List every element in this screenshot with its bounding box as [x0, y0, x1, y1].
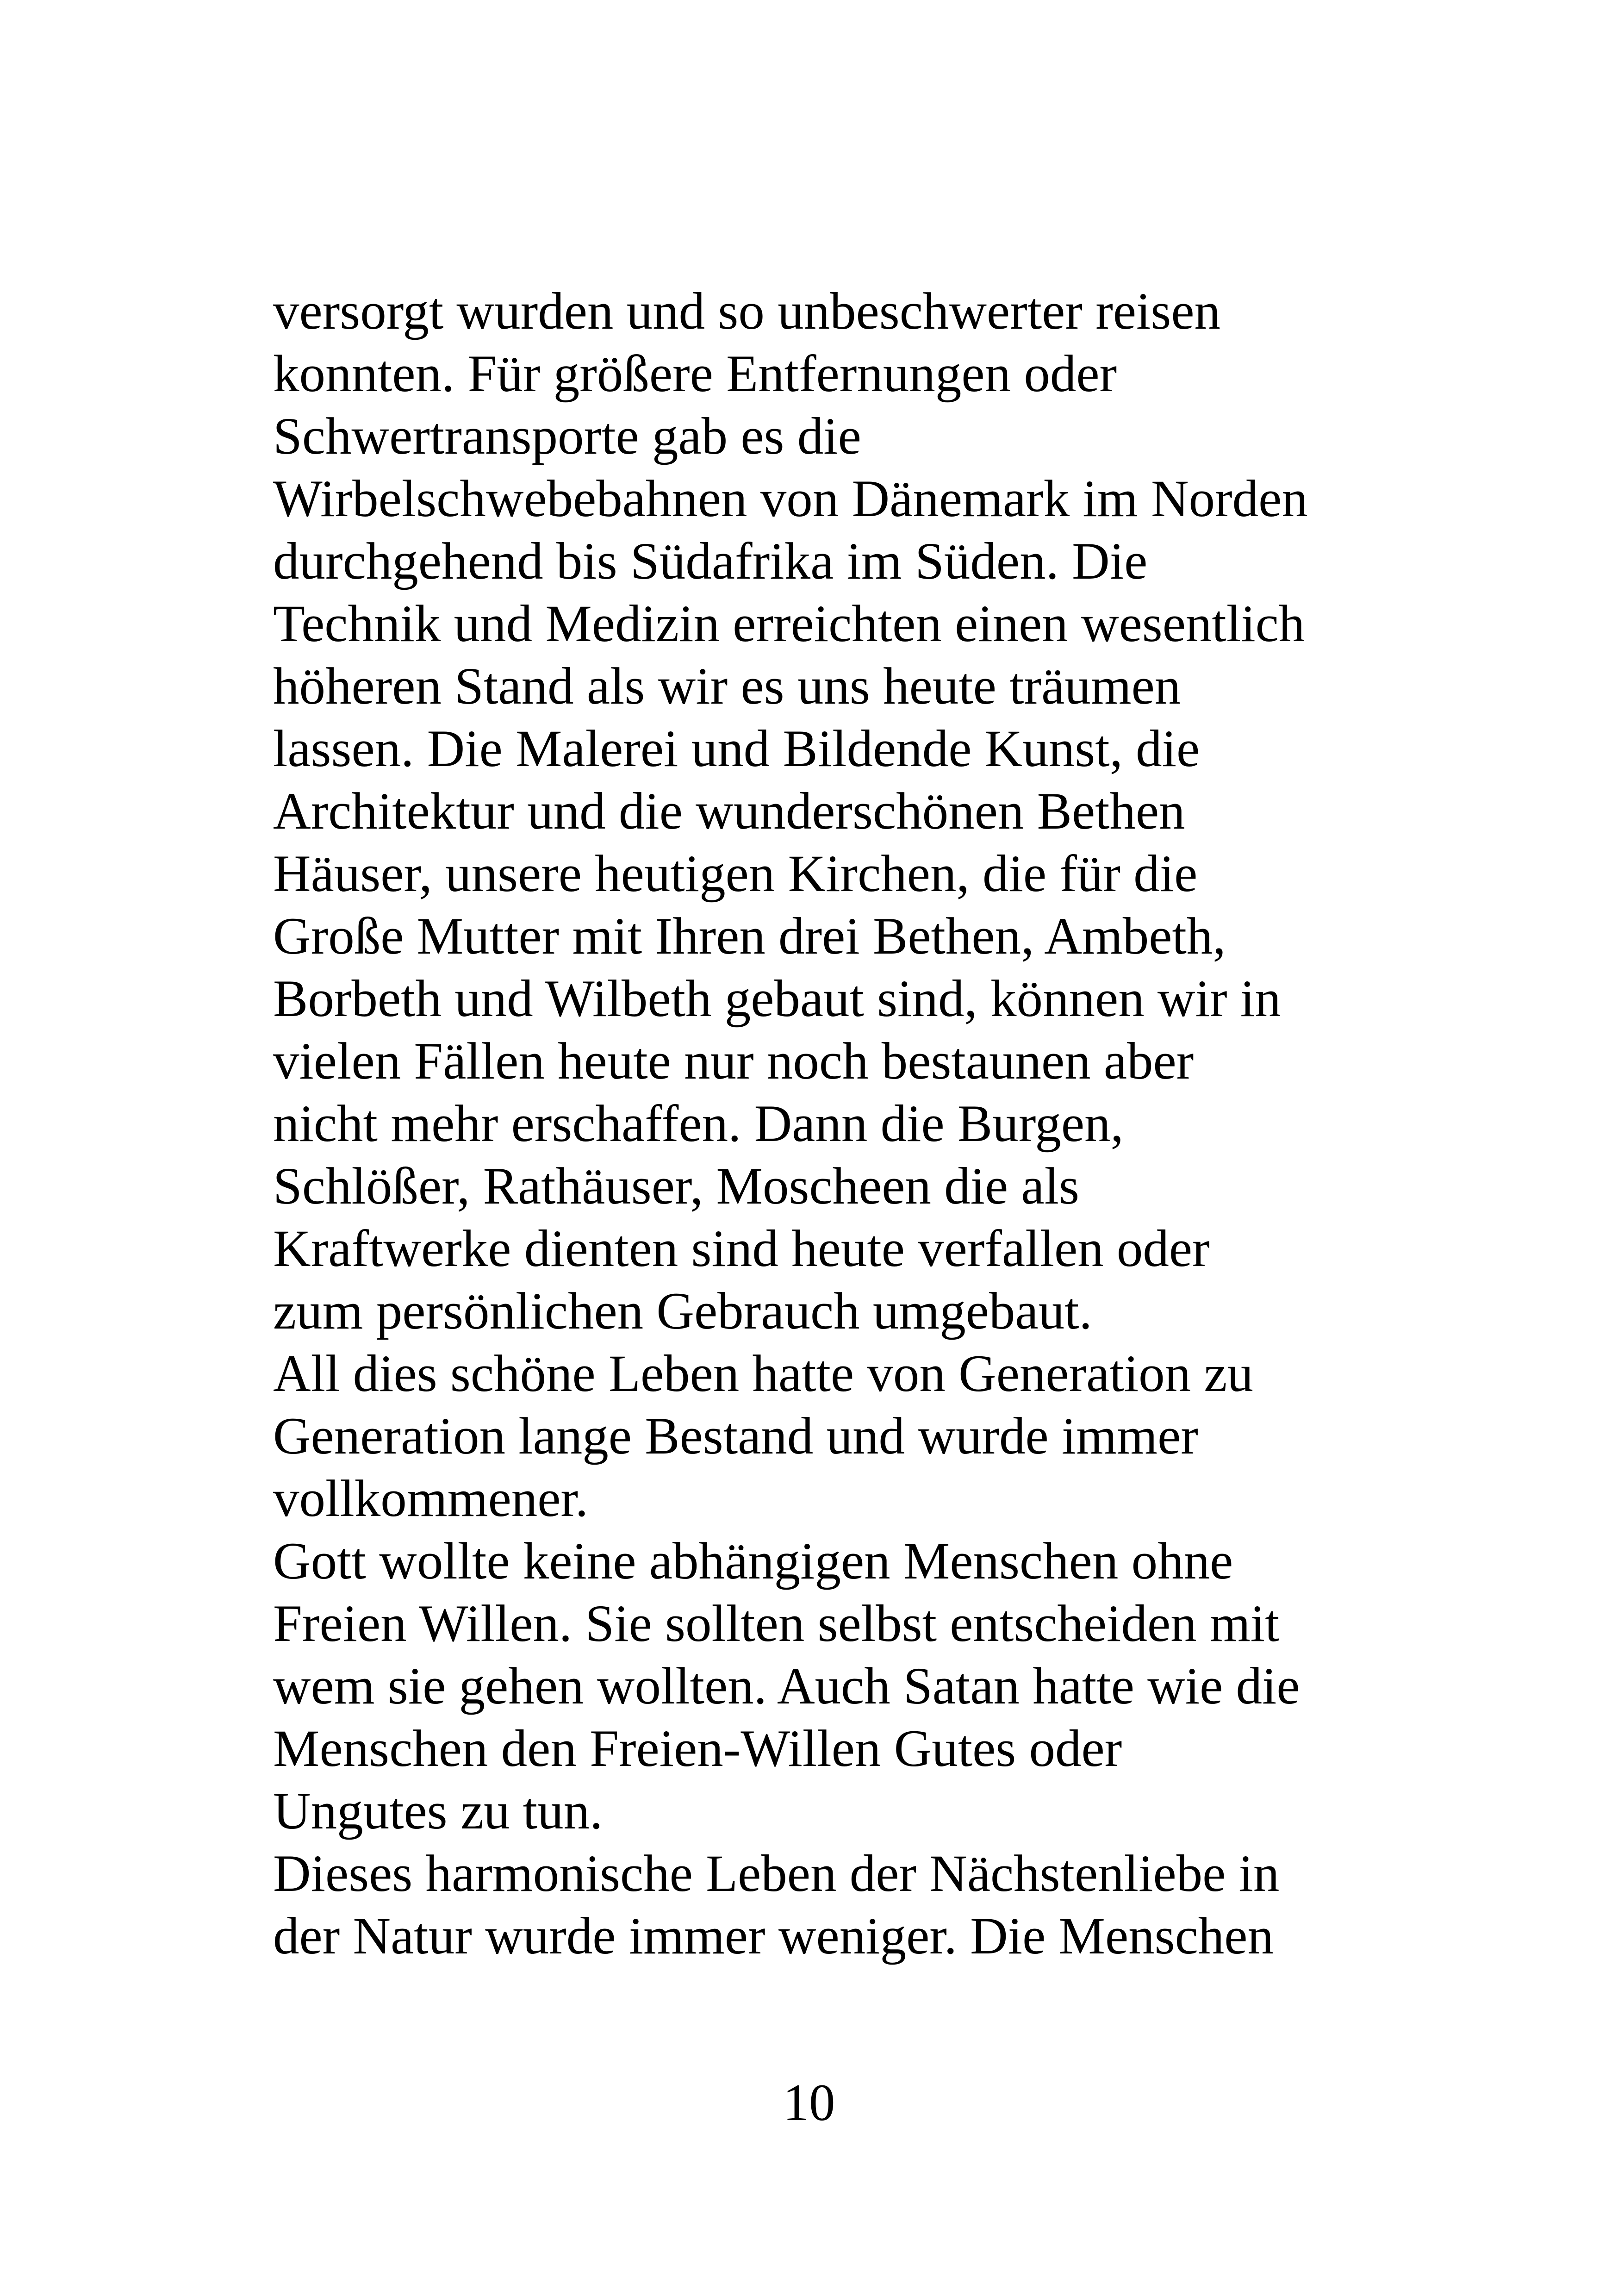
text-line: lassen. Die Malerei und Bildende Kunst, die: [273, 720, 1200, 778]
text-line: wem sie gehen wollten. Auch Satan hatte wie die: [273, 1657, 1300, 1715]
text-line: Häuser, unsere heutigen Kirchen, die für die: [273, 845, 1198, 903]
text-line: Architektur und die wunderschönen Bethen: [273, 782, 1185, 840]
text-line: durchgehend bis Südafrika im Süden. Die: [273, 532, 1148, 590]
text-line: vollkommener.: [273, 1470, 589, 1528]
text-line: Große Mutter mit Ihren drei Bethen, Ambeth,: [273, 907, 1226, 965]
text-line: Ungutes zu tun.: [273, 1782, 603, 1840]
text-line: Dieses harmonische Leben der Nächstenliebe in: [273, 1845, 1280, 1903]
body-text: [273, 280, 1606, 1967]
text-line: Technik und Medizin erreichten einen wesentlich: [273, 595, 1305, 653]
text-line: Menschen den Freien-Willen Gutes oder: [273, 1720, 1122, 1778]
text-line: Wirbelschwebebahnen von Dänemark im Norden: [273, 470, 1308, 528]
text-line: der Natur wurde immer weniger. Die Menschen: [273, 1907, 1274, 1965]
text-line: konnten. Für größere Entfernungen oder: [273, 345, 1117, 403]
text-line: All dies schöne Leben hatte von Generation zu: [273, 1345, 1254, 1403]
text-line: versorgt wurden und so unbeschwerter reisen: [273, 282, 1221, 340]
text-line: nicht mehr erschaffen. Dann die Burgen,: [273, 1095, 1124, 1153]
text-line: Borbeth und Wilbeth gebaut sind, können wir in: [273, 970, 1281, 1028]
page-number: 10: [783, 2074, 835, 2132]
text-line: Generation lange Bestand und wurde immer: [273, 1407, 1198, 1465]
text-line: Schwertransporte gab es die: [273, 407, 861, 465]
text-line: Freien Willen. Sie sollten selbst entscheiden mit: [273, 1595, 1280, 1653]
text-line: vielen Fällen heute nur noch bestaunen aber: [273, 1032, 1194, 1090]
text-line: höheren Stand als wir es uns heute träumen: [273, 657, 1181, 715]
text-line: Schlößer, Rathäuser, Moscheen die als: [273, 1157, 1079, 1215]
text-line: Kraftwerke dienten sind heute verfallen oder: [273, 1220, 1210, 1278]
text-line: zum persönlichen Gebrauch umgebaut.: [273, 1282, 1092, 1340]
text-line: Gott wollte keine abhängigen Menschen ohne: [273, 1532, 1233, 1590]
